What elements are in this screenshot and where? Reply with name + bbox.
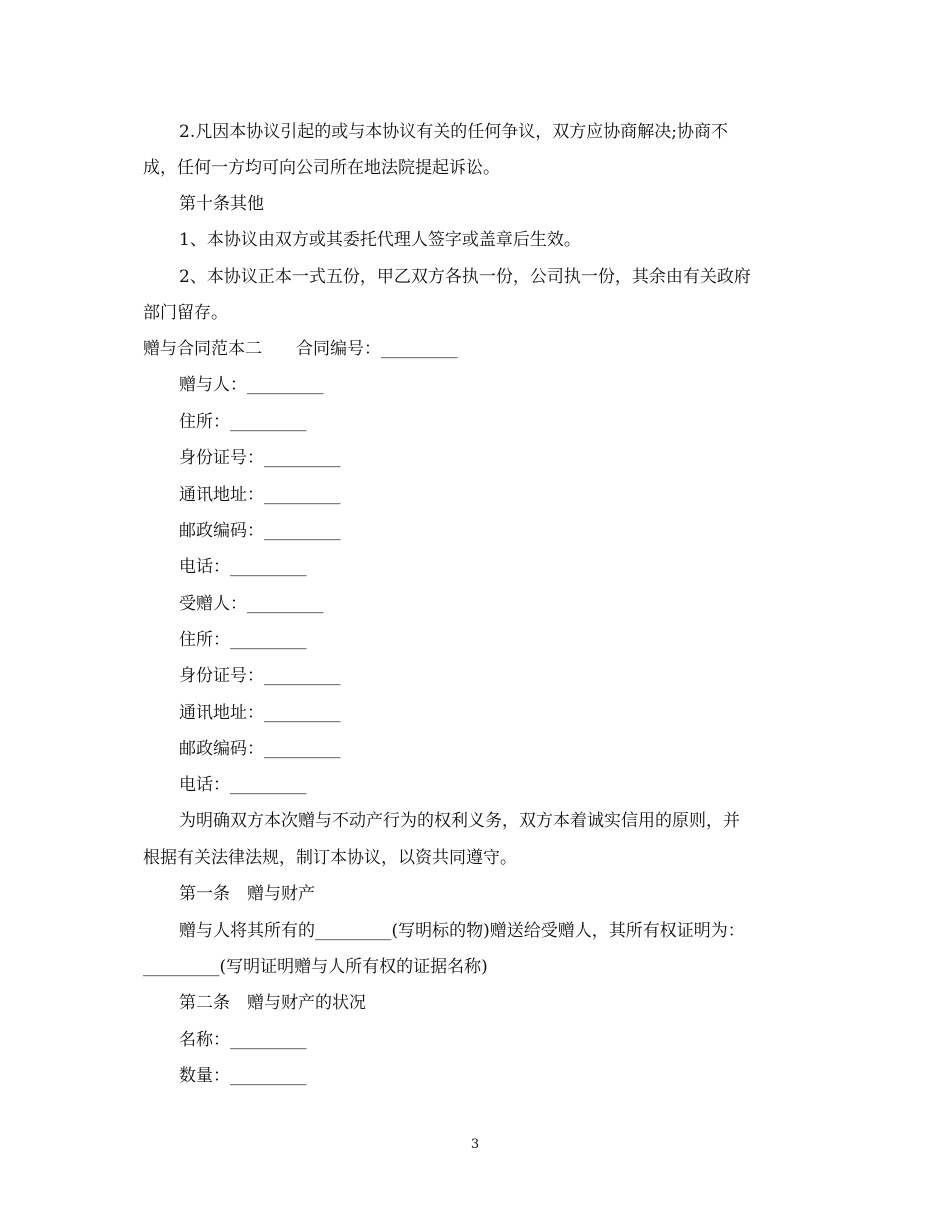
paragraph-dispute-resolution-line-1: 2.凡因本协议引起的或与本协议有关的任何争议，双方应协商解决;协商不 xyxy=(179,122,728,142)
donor-name-field: 赠与人：_________ xyxy=(179,375,324,395)
donor-postcode-field: 邮政编码：_________ xyxy=(179,521,341,541)
article-ten-heading: 第十条其他 xyxy=(179,194,264,214)
paragraph-dispute-resolution-line-2: 成，任何一方均可向公司所在地法院提起诉讼。 xyxy=(143,158,500,178)
donor-mailing-address-field: 通讯地址：_________ xyxy=(179,485,341,505)
article-two-heading: 第二条 赠与财产的状况 xyxy=(179,993,366,1013)
donee-address-field: 住所：_________ xyxy=(179,630,307,650)
preamble-line-2: 根据有关法律法规，制订本协议，以资共同遵守。 xyxy=(143,848,517,868)
clause-copies-line-1: 2、本协议正本一式五份，甲乙双方各执一份，公司执一份，其余由有关政府 xyxy=(179,267,751,287)
article-one-body-line-2: _________(写明证明赠与人所有权的证据名称) xyxy=(143,957,488,977)
template-two-heading: 赠与合同范本二 合同编号：_________ xyxy=(143,339,458,359)
donor-phone-field: 电话：_________ xyxy=(179,557,307,577)
preamble-line-1: 为明确双方本次赠与不动产行为的权利义务，双方本着诚实信用的原则，并 xyxy=(179,811,740,831)
clause-effective: 1、本协议由双方或其委托代理人签字或盖章后生效。 xyxy=(179,230,581,250)
page-number: 3 xyxy=(470,1137,480,1152)
donee-id-field: 身份证号：_________ xyxy=(179,666,341,686)
donee-postcode-field: 邮政编码：_________ xyxy=(179,739,341,759)
article-one-body-line-1: 赠与人将其所有的_________(写明标的物)赠送给受赠人，其所有权证明为： xyxy=(179,921,745,941)
donor-address-field: 住所：_________ xyxy=(179,412,307,432)
donee-name-field: 受赠人：_________ xyxy=(179,594,324,614)
donee-phone-field: 电话：_________ xyxy=(179,775,307,795)
clause-copies-line-2: 部门留存。 xyxy=(143,303,228,323)
donor-id-field: 身份证号：_________ xyxy=(179,448,341,468)
property-quantity-field: 数量：_________ xyxy=(179,1066,307,1086)
donee-mailing-address-field: 通讯地址：_________ xyxy=(179,703,341,723)
property-name-field: 名称：_________ xyxy=(179,1030,307,1050)
article-one-heading: 第一条 赠与财产 xyxy=(179,884,315,904)
